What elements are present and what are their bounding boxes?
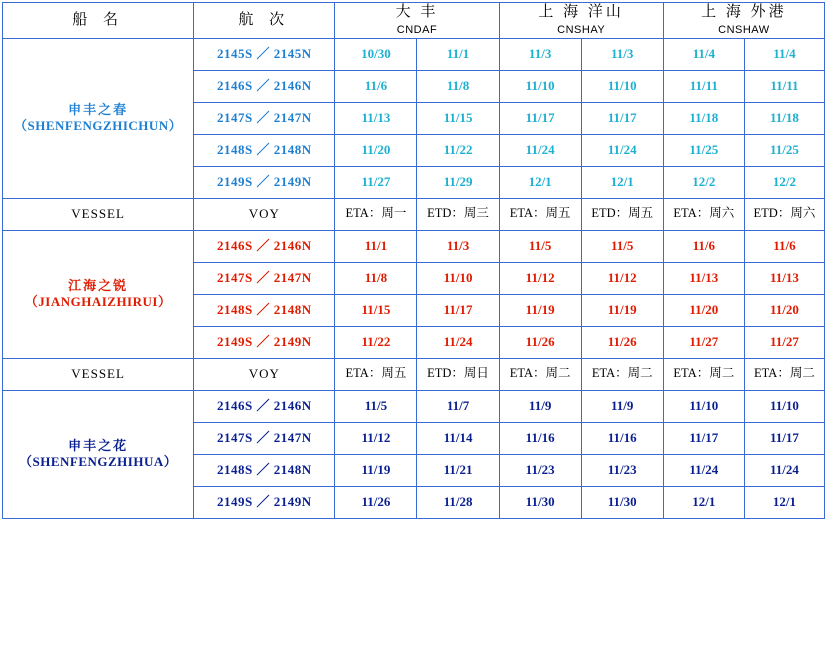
- schedule-date: 12/1: [744, 486, 824, 518]
- note-eta-etd: ETD：周五: [581, 198, 663, 230]
- schedule-date: 11/17: [581, 102, 663, 134]
- schedule-date: 11/10: [499, 70, 581, 102]
- schedule-date: 11/20: [663, 294, 744, 326]
- schedule-note-row: [3, 198, 825, 230]
- schedule-note-row: [3, 358, 825, 390]
- schedule-date: 11/9: [581, 390, 663, 422]
- schedule-date: 11/24: [744, 454, 824, 486]
- schedule-date: 11/19: [335, 454, 417, 486]
- header-port-zh-1: 大 丰: [395, 4, 439, 20]
- note-voy-label: VOY: [194, 358, 335, 390]
- vessel-name-zh-2: 江海之锐: [68, 277, 129, 293]
- schedule-date: 11/4: [663, 38, 744, 70]
- note-voy-label: VOY: [194, 198, 335, 230]
- note-vessel-label: VESSEL: [3, 198, 194, 230]
- header-port-en-1: CNDAF: [396, 23, 438, 36]
- schedule-date: 11/24: [417, 326, 499, 358]
- schedule-date: 11/27: [335, 166, 417, 198]
- schedule-date: 11/18: [744, 102, 824, 134]
- schedule-date: 11/3: [581, 38, 663, 70]
- schedule-date: 11/25: [744, 134, 824, 166]
- schedule-date: 11/13: [744, 262, 824, 294]
- schedule-date: 11/15: [417, 102, 499, 134]
- header-port-zh-2: 上 海 洋山: [538, 4, 624, 20]
- voyage-number: 2146S ／ 2146N: [194, 230, 335, 262]
- schedule-date: 11/7: [417, 390, 499, 422]
- vessel-name-1: [3, 38, 194, 198]
- schedule-date: 11/13: [335, 102, 417, 134]
- note-eta-etd: ETA：周二: [581, 358, 663, 390]
- schedule-date: 11/1: [417, 38, 499, 70]
- schedule-date: 11/28: [417, 486, 499, 518]
- schedule-date: 11/3: [417, 230, 499, 262]
- note-eta-etd: ETD：周日: [417, 358, 499, 390]
- schedule-date: 11/22: [417, 134, 499, 166]
- voyage-number: 2148S ／ 2148N: [194, 294, 335, 326]
- voyage-number: 2145S ／ 2145N: [194, 38, 335, 70]
- voyage-number: 2149S ／ 2149N: [194, 326, 335, 358]
- schedule-date: 11/27: [744, 326, 824, 358]
- note-eta-etd: ETD：周三: [417, 198, 499, 230]
- note-eta-etd: ETA：周五: [335, 358, 417, 390]
- vessel-name-en-2: （JIANGHAIZHIRUI）: [24, 294, 172, 309]
- voyage-number: 2147S ／ 2147N: [194, 102, 335, 134]
- note-eta-etd: ETA：周二: [499, 358, 581, 390]
- schedule-date: 11/30: [581, 486, 663, 518]
- table-row: [3, 390, 825, 422]
- vessel-name-en-3: （SHENFENGZHIHUA）: [18, 454, 178, 469]
- schedule-date: 11/20: [744, 294, 824, 326]
- schedule-date: 11/15: [335, 294, 417, 326]
- schedule-date: 11/17: [663, 422, 744, 454]
- schedule-date: 11/3: [499, 38, 581, 70]
- schedule-date: 12/1: [499, 166, 581, 198]
- header-port-2: [499, 3, 663, 39]
- schedule-date: 11/24: [581, 134, 663, 166]
- voyage-number: 2147S ／ 2147N: [194, 262, 335, 294]
- table-header-row: [3, 3, 825, 39]
- schedule-date: 11/18: [663, 102, 744, 134]
- schedule-date: 12/2: [663, 166, 744, 198]
- schedule-date: 11/11: [744, 70, 824, 102]
- schedule-date: 12/1: [581, 166, 663, 198]
- header-port-3: [663, 3, 824, 39]
- schedule-date: 11/6: [744, 230, 824, 262]
- schedule-date: 11/14: [417, 422, 499, 454]
- table-row: [3, 230, 825, 262]
- schedule-date: 11/8: [335, 262, 417, 294]
- schedule-date: 11/22: [335, 326, 417, 358]
- schedule-date: 11/10: [744, 390, 824, 422]
- schedule-date: 11/26: [581, 326, 663, 358]
- note-eta-etd: ETD：周六: [744, 198, 824, 230]
- note-eta-etd: ETA：周六: [663, 198, 744, 230]
- schedule-date: 11/5: [581, 230, 663, 262]
- schedule-date: 11/17: [499, 102, 581, 134]
- schedule-date: 11/11: [663, 70, 744, 102]
- voyage-number: 2149S ／ 2149N: [194, 486, 335, 518]
- schedule-date: 11/4: [744, 38, 824, 70]
- sailing-schedule-table: [2, 2, 825, 519]
- header-vessel-label: 船 名: [72, 11, 124, 28]
- schedule-date: 11/1: [335, 230, 417, 262]
- header-port-en-3: CNSHAW: [718, 23, 770, 36]
- voyage-number: 2148S ／ 2148N: [194, 134, 335, 166]
- schedule-date: 11/19: [581, 294, 663, 326]
- voyage-number: 2147S ／ 2147N: [194, 422, 335, 454]
- header-port-1: [335, 3, 499, 39]
- schedule-date: 11/23: [581, 454, 663, 486]
- schedule-date: 11/6: [663, 230, 744, 262]
- vessel-name-2: [3, 230, 194, 358]
- schedule-date: 11/17: [744, 422, 824, 454]
- note-eta-etd: ETA：周二: [663, 358, 744, 390]
- schedule-date: 11/6: [335, 70, 417, 102]
- schedule-date: 11/5: [499, 230, 581, 262]
- schedule-date: 11/10: [663, 390, 744, 422]
- schedule-date: 11/24: [499, 134, 581, 166]
- schedule-date: 11/19: [499, 294, 581, 326]
- schedule-date: 11/29: [417, 166, 499, 198]
- schedule-date: 11/12: [335, 422, 417, 454]
- schedule-date: 11/26: [499, 326, 581, 358]
- note-eta-etd: ETA：周一: [335, 198, 417, 230]
- vessel-name-zh-3: 申丰之花: [68, 437, 129, 453]
- schedule-date: 11/30: [499, 486, 581, 518]
- schedule-date: 11/10: [581, 70, 663, 102]
- voyage-number: 2146S ／ 2146N: [194, 70, 335, 102]
- vessel-name-zh-1: 申丰之春: [68, 101, 129, 117]
- vessel-name-en-1: （SHENFENGZHICHUN）: [14, 118, 183, 133]
- schedule-date: 12/1: [663, 486, 744, 518]
- schedule-date: 11/26: [335, 486, 417, 518]
- schedule-date: 10/30: [335, 38, 417, 70]
- schedule-date: 12/2: [744, 166, 824, 198]
- note-eta-etd: ETA：周五: [499, 198, 581, 230]
- schedule-date: 11/9: [499, 390, 581, 422]
- note-vessel-label: VESSEL: [3, 358, 194, 390]
- header-port-en-2: CNSHAY: [557, 23, 606, 36]
- schedule-date: 11/23: [499, 454, 581, 486]
- schedule-date: 11/12: [581, 262, 663, 294]
- voyage-number: 2148S ／ 2148N: [194, 454, 335, 486]
- schedule-date: 11/24: [663, 454, 744, 486]
- note-eta-etd: ETA：周二: [744, 358, 824, 390]
- table-row: [3, 38, 825, 70]
- voyage-number: 2149S ／ 2149N: [194, 166, 335, 198]
- schedule-date: 11/16: [581, 422, 663, 454]
- schedule-date: 11/10: [417, 262, 499, 294]
- header-port-zh-3: 上 海 外港: [701, 4, 787, 20]
- voyage-number: 2146S ／ 2146N: [194, 390, 335, 422]
- schedule-date: 11/21: [417, 454, 499, 486]
- schedule-date: 11/5: [335, 390, 417, 422]
- header-voyage-label: 航 次: [238, 11, 291, 28]
- schedule-date: 11/8: [417, 70, 499, 102]
- schedule-date: 11/16: [499, 422, 581, 454]
- schedule-date: 11/13: [663, 262, 744, 294]
- header-vessel: [3, 3, 194, 39]
- schedule-date: 11/12: [499, 262, 581, 294]
- vessel-name-3: [3, 390, 194, 518]
- schedule-date: 11/20: [335, 134, 417, 166]
- schedule-date: 11/17: [417, 294, 499, 326]
- schedule-date: 11/25: [663, 134, 744, 166]
- header-voyage: [194, 3, 335, 39]
- schedule-date: 11/27: [663, 326, 744, 358]
